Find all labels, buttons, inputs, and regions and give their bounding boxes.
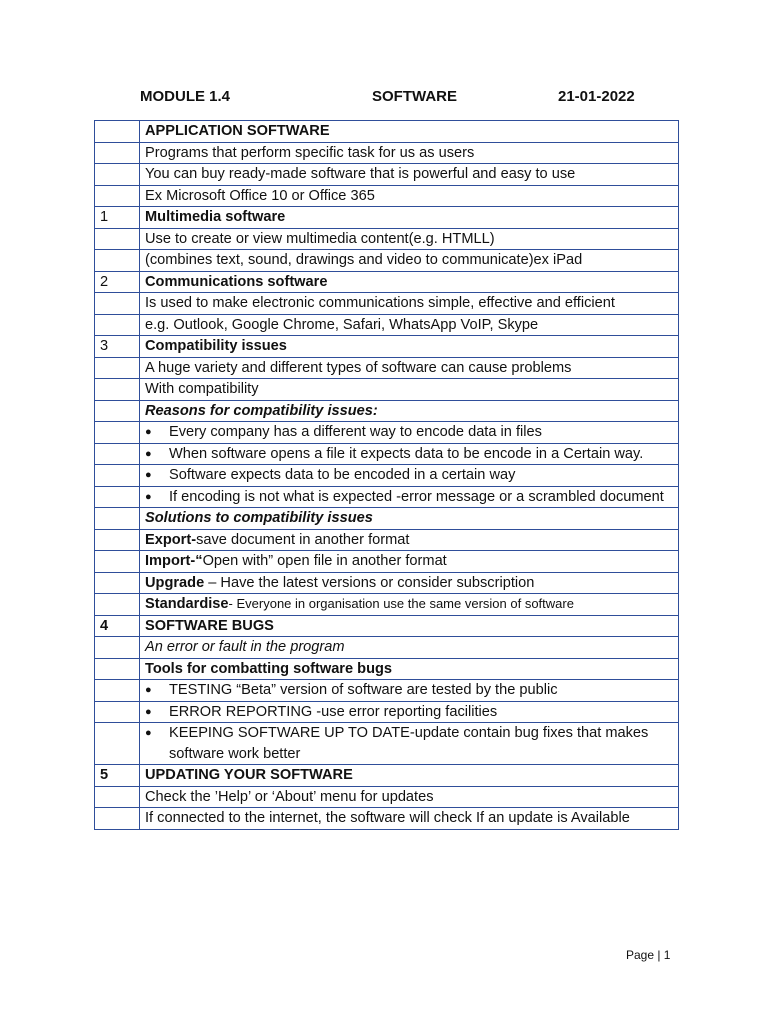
term-label: Import-“	[145, 553, 203, 569]
bullet-text: TESTING “Beta” version of software are tested by the public	[169, 682, 558, 698]
row-text: (combines text, sound, drawings and video to communicate)ex iPad	[140, 250, 679, 272]
bullet-icon: ●	[145, 469, 152, 481]
table-row	[95, 250, 679, 272]
table-row	[95, 336, 679, 358]
table-row	[95, 465, 679, 487]
section-heading: UPDATING YOUR SOFTWARE	[140, 765, 679, 787]
page-number: Page | 1	[626, 948, 671, 962]
row-text: Ex Microsoft Office 10 or Office 365	[140, 185, 679, 207]
table-row	[95, 765, 679, 787]
table-row	[95, 314, 679, 336]
row-text: Check the ’Help’ or ‘About’ menu for updates	[140, 786, 679, 808]
document-date: 21-01-2022	[558, 88, 635, 105]
table-row	[95, 808, 679, 830]
bullet-icon: ●	[145, 426, 152, 438]
table-row	[95, 121, 679, 143]
bullet-icon: ●	[145, 447, 152, 460]
row-text	[140, 572, 679, 594]
subheading: Solutions to compatibility issues	[140, 508, 679, 530]
table-row	[95, 422, 679, 444]
content-table	[94, 120, 679, 830]
row-number: 1	[95, 207, 140, 229]
row-text	[140, 529, 679, 551]
table-row	[95, 594, 679, 616]
table-row	[95, 786, 679, 808]
table-row	[95, 508, 679, 530]
row-text: If connected to the internet, the software will check If an update is Available	[140, 808, 679, 830]
table-row	[95, 443, 679, 465]
term-description: - Everyone in organisation use the same version of software	[228, 596, 574, 611]
term-description: Open with” open file in another format	[202, 553, 447, 569]
table-row	[95, 228, 679, 250]
bullet-text: If encoding is not what is expected -error message or a scrambled document	[169, 488, 664, 505]
term-label: Export-	[145, 531, 197, 548]
subheading: Reasons for compatibility issues:	[140, 400, 679, 422]
document-header	[140, 88, 650, 110]
table-row	[95, 142, 679, 164]
section-heading: Compatibility issues	[140, 336, 679, 358]
bullet-icon: ●	[145, 727, 152, 739]
section-heading: APPLICATION SOFTWARE	[140, 121, 679, 143]
bullet-icon: ●	[145, 684, 152, 696]
table-row	[95, 701, 679, 723]
table-row	[95, 615, 679, 637]
table-row	[95, 680, 679, 702]
table-row	[95, 293, 679, 315]
table-row	[95, 658, 679, 680]
bullet-icon: ●	[145, 705, 152, 718]
row-text: An error or fault in the program	[140, 637, 679, 659]
module-label: MODULE 1.4	[140, 88, 231, 105]
table-row	[95, 207, 679, 229]
bullet-icon: ●	[145, 490, 152, 503]
table-row	[95, 486, 679, 508]
table-row	[95, 529, 679, 551]
bullet-text: Software expects data to be encoded in a certain way	[169, 467, 516, 483]
table-row	[95, 357, 679, 379]
row-text: Use to create or view multimedia content(e.g. HTMLL)	[140, 228, 679, 250]
row-text: e.g. Outlook, Google Chrome, Safari, WhatsApp VoIP, Skype	[140, 314, 679, 336]
bullet-text: ERROR REPORTING -use error reporting facilities	[169, 703, 498, 720]
bullet-text: When software opens a file it expects data to be encode in a Certain way.	[169, 445, 644, 462]
row-number: 5	[95, 765, 140, 787]
row-text	[140, 551, 679, 573]
row-text	[140, 594, 679, 616]
table-row	[95, 379, 679, 401]
bullet-text: KEEPING SOFTWARE UP TO DATE-update contain bug fixes that makes software work better	[169, 725, 649, 762]
term-description: – Have the latest versions or consider subscription	[204, 574, 535, 591]
term-label: Standardise	[145, 596, 229, 612]
row-text: A huge variety and different types of software can cause problems	[140, 357, 679, 379]
term-description: save document in another format	[196, 531, 410, 548]
table-row	[95, 723, 679, 765]
row-text: Programs that perform specific task for us as users	[140, 142, 679, 164]
table-row	[95, 400, 679, 422]
row-number: 2	[95, 271, 140, 293]
bullet-text: Every company has a different way to encode data in files	[169, 424, 542, 440]
section-heading: Communications software	[140, 271, 679, 293]
row-text: You can buy ready-made software that is powerful and easy to use	[140, 164, 679, 186]
table-row	[95, 637, 679, 659]
table-row	[95, 572, 679, 594]
table-row	[95, 271, 679, 293]
table-row	[95, 185, 679, 207]
section-heading: Multimedia software	[140, 207, 679, 229]
table-row	[95, 164, 679, 186]
document-title: SOFTWARE	[372, 88, 457, 105]
row-text: Is used to make electronic communications simple, effective and efficient	[140, 293, 679, 315]
row-number: 3	[95, 336, 140, 358]
row-number: 4	[95, 615, 140, 637]
section-heading: SOFTWARE BUGS	[140, 615, 679, 637]
table-row	[95, 551, 679, 573]
row-text: With compatibility	[140, 379, 679, 401]
term-label: Upgrade	[145, 574, 205, 591]
subheading: Tools for combatting software bugs	[140, 658, 679, 680]
